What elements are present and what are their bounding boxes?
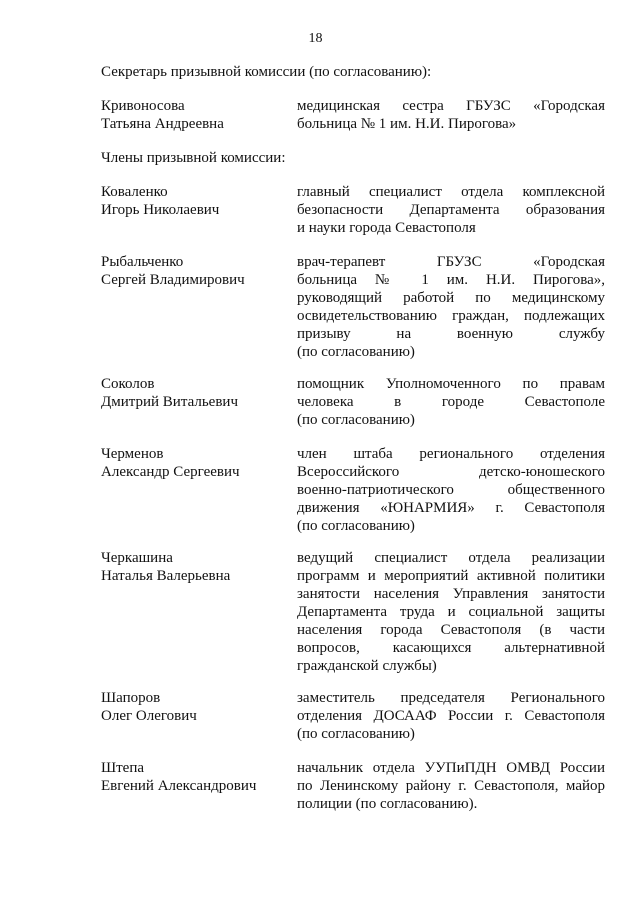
person-surname: Кривоносова — [101, 98, 185, 114]
role-line: движения «ЮНАРМИЯ» г. Севастополя — [297, 500, 605, 516]
person-name — [101, 689, 291, 725]
person-given-name: Татьяна Андреевна — [101, 116, 224, 132]
page-number: 18 — [308, 31, 323, 46]
role-line: призыву на военную службу — [297, 326, 605, 342]
person-name — [101, 445, 291, 481]
role-line: занятости населения Управления занятости — [297, 586, 605, 602]
role-line: начальник отдела УУПиПДН ОМВД России — [297, 760, 605, 776]
person-surname: Соколов — [101, 376, 155, 392]
role-line: член штаба регионального отделения — [297, 446, 605, 462]
role-line: Всероссийского детско-юношеского — [297, 464, 605, 480]
members-heading: Члены призывной комиссии: — [101, 150, 286, 166]
role-line: ведущий специалист отдела реализации — [297, 550, 605, 566]
role-line: руководящий работой по медицинскому — [297, 290, 605, 306]
person-given-name: Наталья Валерьевна — [101, 568, 231, 584]
person-given-name: Александр Сергеевич — [101, 464, 240, 480]
person-given-name: Олег Олегович — [101, 708, 197, 724]
role-line: помощник Уполномоченного по правам — [297, 376, 605, 392]
person-surname: Шапоров — [101, 690, 161, 706]
role-line: (по согласованию) — [297, 726, 415, 742]
person-name — [101, 183, 291, 219]
role-line: военно-патриотического общественного — [297, 482, 605, 498]
person-role — [297, 183, 605, 237]
person-name — [101, 759, 291, 795]
role-line: гражданской службы) — [297, 658, 437, 674]
role-line: (по согласованию) — [297, 344, 415, 360]
role-line: (по согласованию) — [297, 412, 415, 428]
person-name — [101, 375, 291, 411]
person-given-name: Евгений Александрович — [101, 778, 257, 794]
role-line: врач-терапевт ГБУЗС «Городская — [297, 254, 605, 270]
person-given-name: Сергей Владимирович — [101, 272, 245, 288]
person-surname: Черкашина — [101, 550, 173, 566]
role-line: вопросов, касающихся альтернативной — [297, 640, 605, 656]
role-line: освидетельствованию граждан, подлежащих — [297, 308, 605, 324]
person-role — [297, 97, 605, 133]
person-surname: Черменов — [101, 446, 164, 462]
role-line: полиции (по согласованию). — [297, 796, 478, 812]
person-name — [101, 97, 291, 133]
role-line: человека в городе Севастополе — [297, 394, 605, 410]
role-line: безопасности Департамента образования — [297, 202, 605, 218]
person-given-name: Игорь Николаевич — [101, 202, 220, 218]
person-role — [297, 759, 605, 813]
role-line: по Ленинскому району г. Севастополя, майор — [297, 778, 605, 794]
secretary-heading: Секретарь призывной комиссии (по согласованию): — [101, 64, 432, 80]
role-line: населения города Севастополя (в части — [297, 622, 605, 638]
role-line: больница № 1 им. Н.И. Пирогова», — [297, 272, 605, 288]
role-line: программ и мероприятий активной политики — [297, 568, 605, 584]
person-role — [297, 689, 605, 743]
person-role — [297, 253, 605, 361]
role-line: заместитель председателя Регионального — [297, 690, 605, 706]
role-line: (по согласованию) — [297, 518, 415, 534]
person-surname: Штепа — [101, 760, 145, 776]
role-line: главный специалист отдела комплексной — [297, 184, 605, 200]
person-given-name: Дмитрий Витальевич — [101, 394, 238, 410]
person-surname: Коваленко — [101, 184, 168, 200]
role-line: и науки города Севастополя — [297, 220, 476, 236]
role-line: отделения ДОСААФ России г. Севастополя — [297, 708, 605, 724]
role-line: больница № 1 им. Н.И. Пирогова» — [297, 116, 517, 132]
person-role — [297, 549, 605, 675]
role-line: медицинская сестра ГБУЗС «Городская — [297, 98, 605, 114]
person-surname: Рыбальченко — [101, 254, 184, 270]
person-name — [101, 253, 291, 289]
role-line: Департамента труда и социальной защиты — [297, 604, 605, 620]
person-name — [101, 549, 291, 585]
person-role — [297, 445, 605, 535]
person-role — [297, 375, 605, 429]
